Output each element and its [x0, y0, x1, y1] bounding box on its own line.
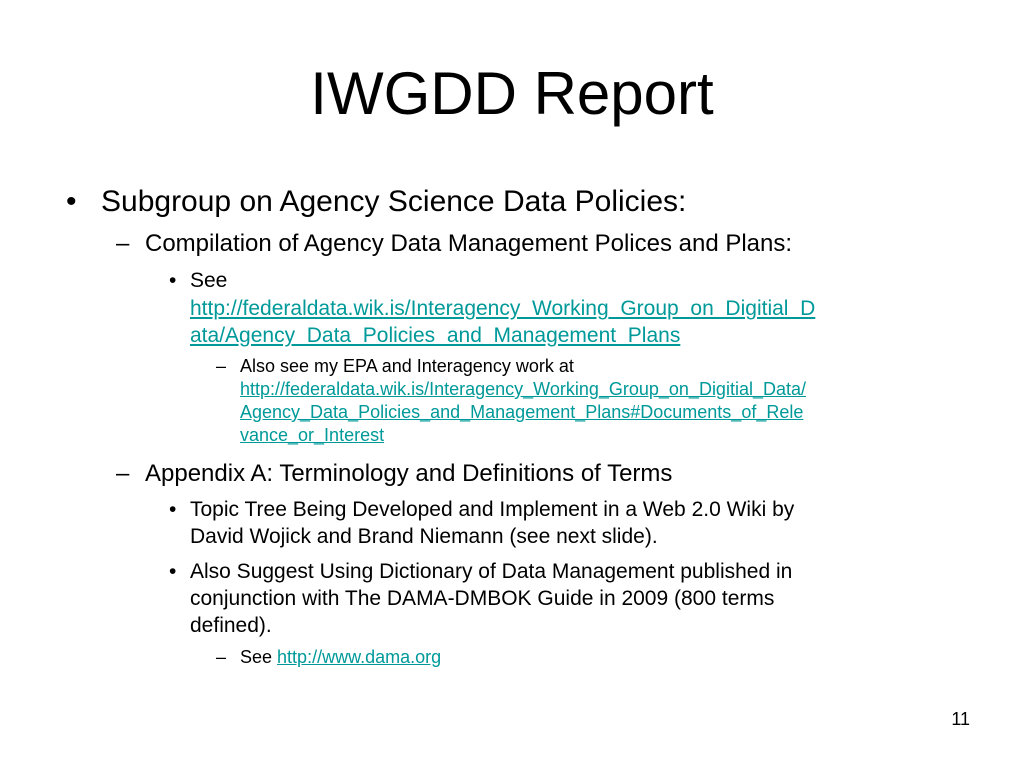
see-label: See	[190, 269, 228, 292]
policies-link-block	[190, 295, 950, 349]
bullet-subgroup: Subgroup on Agency Science Data Policies:	[101, 185, 687, 218]
dictionary-line2: conjunction with The DAMA-DMBOK Guide in 2009 (800 terms	[190, 587, 775, 610]
dictionary-line1: Also Suggest Using Dictionary of Data Management published in	[190, 560, 793, 583]
epa-link-line1[interactable]: http://federaldata.wik.is/Interagency_Working_Group_on_Digitial_Data/	[240, 379, 806, 399]
see-label: See	[240, 647, 273, 667]
bullet-marker: •	[169, 269, 177, 292]
topic-tree-line2: David Wojick and Brand Niemann (see next slide).	[190, 525, 658, 548]
epa-link-block	[240, 378, 960, 447]
epa-link-line3[interactable]: vance_or_Interest	[240, 425, 385, 445]
bullet-dictionary	[190, 558, 950, 639]
policies-link-line1[interactable]: http://federaldata.wik.is/Interagency_Working_Group_on_Digitial_D	[190, 297, 816, 320]
policies-link-line2[interactable]: ata/Agency_Data_Policies_and_Management_Plans	[190, 324, 681, 347]
dash-marker: –	[216, 356, 227, 376]
slide-title: IWGDD Report	[310, 60, 714, 127]
epa-link-line2[interactable]: Agency_Data_Policies_and_Management_Plans#Documents_of_Rele	[240, 402, 804, 422]
dama-link[interactable]: http://www.dama.org	[277, 647, 442, 667]
slide-number: 11	[951, 709, 970, 729]
also-see-label: Also see my EPA and Interagency work at	[240, 356, 574, 376]
dash-marker: –	[216, 647, 227, 667]
dash-marker: –	[116, 230, 130, 257]
dash-marker: –	[116, 460, 130, 487]
bullet-marker: •	[169, 560, 177, 583]
bullet-marker: •	[169, 498, 177, 521]
topic-tree-line1: Topic Tree Being Developed and Implement in a Web 2.0 Wiki by	[190, 498, 795, 521]
dama-line	[240, 646, 441, 669]
bullet-compilation: Compilation of Agency Data Management Polices and Plans:	[145, 230, 793, 257]
bullet-topic-tree	[190, 496, 950, 550]
dictionary-line3: defined).	[190, 614, 272, 637]
bullet-marker: •	[66, 185, 77, 218]
bullet-appendix: Appendix A: Terminology and Definitions of Terms	[145, 460, 673, 487]
